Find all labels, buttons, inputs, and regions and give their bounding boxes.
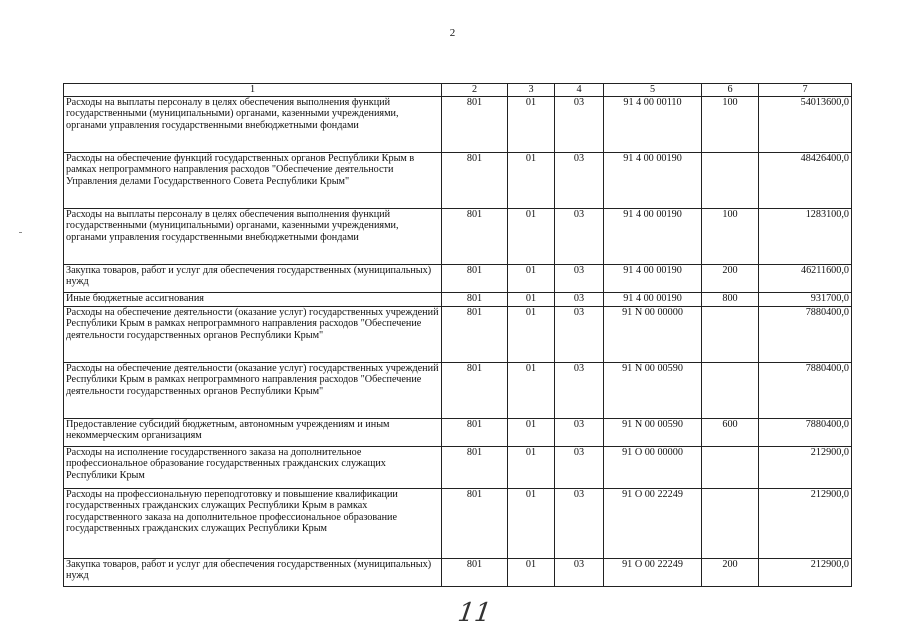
page-number: 2 bbox=[449, 27, 456, 39]
code-cell: 801 bbox=[442, 307, 508, 363]
code-cell: 01 bbox=[508, 419, 555, 447]
code-cell: 01 bbox=[508, 447, 555, 489]
code-cell: 91 4 00 00110 bbox=[604, 97, 702, 153]
code-cell: 01 bbox=[508, 363, 555, 419]
code-cell bbox=[702, 363, 759, 419]
description-cell: Расходы на профессиональную переподготовку и повышение квалификации государственных гражданских служащих Республики Крым в рамках государственного заказа на дополнительное профессиональное образование государственных гражданских служащих Республики Крым bbox=[64, 489, 442, 559]
code-cell: 801 bbox=[442, 209, 508, 265]
description-cell: Расходы на обеспечение функций государственных органов Республики Крым в рамках непрограммного направления расходов "Обеспечение деятельности Управления делами Государственного Совета Республики Крым" bbox=[64, 153, 442, 209]
table-row bbox=[64, 209, 852, 265]
code-cell: 91 О 00 00000 bbox=[604, 447, 702, 489]
amount-cell: 212900,0 bbox=[759, 447, 852, 489]
code-cell: 03 bbox=[555, 419, 604, 447]
table-row bbox=[64, 363, 852, 419]
column-header: 2 bbox=[442, 84, 508, 97]
code-cell: 801 bbox=[442, 489, 508, 559]
code-cell: 91 N 00 00590 bbox=[604, 419, 702, 447]
code-cell: 801 bbox=[442, 97, 508, 153]
code-cell: 801 bbox=[442, 293, 508, 307]
amount-cell: 212900,0 bbox=[759, 489, 852, 559]
code-cell: 91 4 00 00190 bbox=[604, 293, 702, 307]
code-cell bbox=[702, 447, 759, 489]
amount-cell: 7880400,0 bbox=[759, 363, 852, 419]
code-cell: 01 bbox=[508, 559, 555, 587]
code-cell: 200 bbox=[702, 265, 759, 293]
code-cell: 01 bbox=[508, 209, 555, 265]
amount-cell: 1283100,0 bbox=[759, 209, 852, 265]
description-cell: Расходы на исполнение государственного заказа на дополнительное профессиональное образование государственных гражданских служащих Республики Крым bbox=[64, 447, 442, 489]
code-cell: 01 bbox=[508, 153, 555, 209]
code-cell: 01 bbox=[508, 489, 555, 559]
code-cell: 01 bbox=[508, 307, 555, 363]
code-cell: 03 bbox=[555, 559, 604, 587]
code-cell: 91 О 00 22249 bbox=[604, 559, 702, 587]
code-cell: 91 N 00 00000 bbox=[604, 307, 702, 363]
table-row bbox=[64, 419, 852, 447]
table-row bbox=[64, 265, 852, 293]
code-cell: 91 N 00 00590 bbox=[604, 363, 702, 419]
code-cell: 03 bbox=[555, 293, 604, 307]
header-row bbox=[64, 84, 852, 97]
code-cell: 801 bbox=[442, 559, 508, 587]
budget-table bbox=[63, 83, 852, 587]
description-cell: Расходы на выплаты персоналу в целях обеспечения выполнения функций государственными (муниципальными) органами, казенными учреждениями, органами управления государственными внебюджетными фондами bbox=[64, 97, 442, 153]
table-row bbox=[64, 153, 852, 209]
column-header: 1 bbox=[64, 84, 442, 97]
code-cell: 100 bbox=[702, 97, 759, 153]
table-row bbox=[64, 293, 852, 307]
amount-cell: 48426400,0 bbox=[759, 153, 852, 209]
description-cell: Закупка товаров, работ и услуг для обеспечения государственных (муниципальных) нужд bbox=[64, 265, 442, 293]
description-cell: Закупка товаров, работ и услуг для обеспечения государственных (муниципальных) нужд bbox=[64, 559, 442, 587]
amount-cell: 212900,0 bbox=[759, 559, 852, 587]
code-cell: 801 bbox=[442, 419, 508, 447]
code-cell bbox=[702, 489, 759, 559]
code-cell: 91 4 00 00190 bbox=[604, 265, 702, 293]
amount-cell: 931700,0 bbox=[759, 293, 852, 307]
description-cell: Расходы на обеспечение деятельности (оказание услуг) государственных учреждений Республики Крым в рамках непрограммного направления расходов "Обеспечение деятельности государственных органов Республики Крым" bbox=[64, 307, 442, 363]
code-cell: 01 bbox=[508, 265, 555, 293]
code-cell: 01 bbox=[508, 97, 555, 153]
code-cell: 800 bbox=[702, 293, 759, 307]
code-cell: 03 bbox=[555, 489, 604, 559]
amount-cell: 54013600,0 bbox=[759, 97, 852, 153]
column-header: 6 bbox=[702, 84, 759, 97]
code-cell bbox=[702, 153, 759, 209]
description-cell: Расходы на обеспечение деятельности (оказание услуг) государственных учреждений Республики Крым в рамках непрограммного направления расходов "Обеспечение деятельности государственных органов Республики Крым" bbox=[64, 363, 442, 419]
code-cell: 91 4 00 00190 bbox=[604, 209, 702, 265]
table-row bbox=[64, 489, 852, 559]
code-cell: 03 bbox=[555, 307, 604, 363]
amount-cell: 7880400,0 bbox=[759, 419, 852, 447]
column-header: 3 bbox=[508, 84, 555, 97]
table-row bbox=[64, 307, 852, 363]
scan-mark bbox=[19, 232, 22, 233]
code-cell: 03 bbox=[555, 209, 604, 265]
column-header: 7 bbox=[759, 84, 852, 97]
description-cell: Предоставление субсидий бюджетным, автономным учреждениям и иным некоммерческим организациям bbox=[64, 419, 442, 447]
code-cell: 03 bbox=[555, 153, 604, 209]
code-cell: 03 bbox=[555, 265, 604, 293]
table-row bbox=[64, 447, 852, 489]
description-cell: Иные бюджетные ассигнования bbox=[64, 293, 442, 307]
table-row bbox=[64, 97, 852, 153]
column-header: 4 bbox=[555, 84, 604, 97]
code-cell: 91 О 00 22249 bbox=[604, 489, 702, 559]
code-cell: 600 bbox=[702, 419, 759, 447]
code-cell: 801 bbox=[442, 447, 508, 489]
code-cell: 01 bbox=[508, 293, 555, 307]
code-cell: 801 bbox=[442, 363, 508, 419]
code-cell: 03 bbox=[555, 363, 604, 419]
code-cell bbox=[702, 307, 759, 363]
code-cell: 801 bbox=[442, 265, 508, 293]
column-header: 5 bbox=[604, 84, 702, 97]
code-cell: 03 bbox=[555, 447, 604, 489]
handwritten-page-mark: 11 bbox=[455, 598, 494, 628]
table-row bbox=[64, 559, 852, 587]
code-cell: 100 bbox=[702, 209, 759, 265]
description-cell: Расходы на выплаты персоналу в целях обеспечения выполнения функций государственными (муниципальными) органами, казенными учреждениями, органами управления государственными внебюджетными фондами bbox=[64, 209, 442, 265]
code-cell: 200 bbox=[702, 559, 759, 587]
amount-cell: 7880400,0 bbox=[759, 307, 852, 363]
code-cell: 91 4 00 00190 bbox=[604, 153, 702, 209]
code-cell: 801 bbox=[442, 153, 508, 209]
amount-cell: 46211600,0 bbox=[759, 265, 852, 293]
code-cell: 03 bbox=[555, 97, 604, 153]
